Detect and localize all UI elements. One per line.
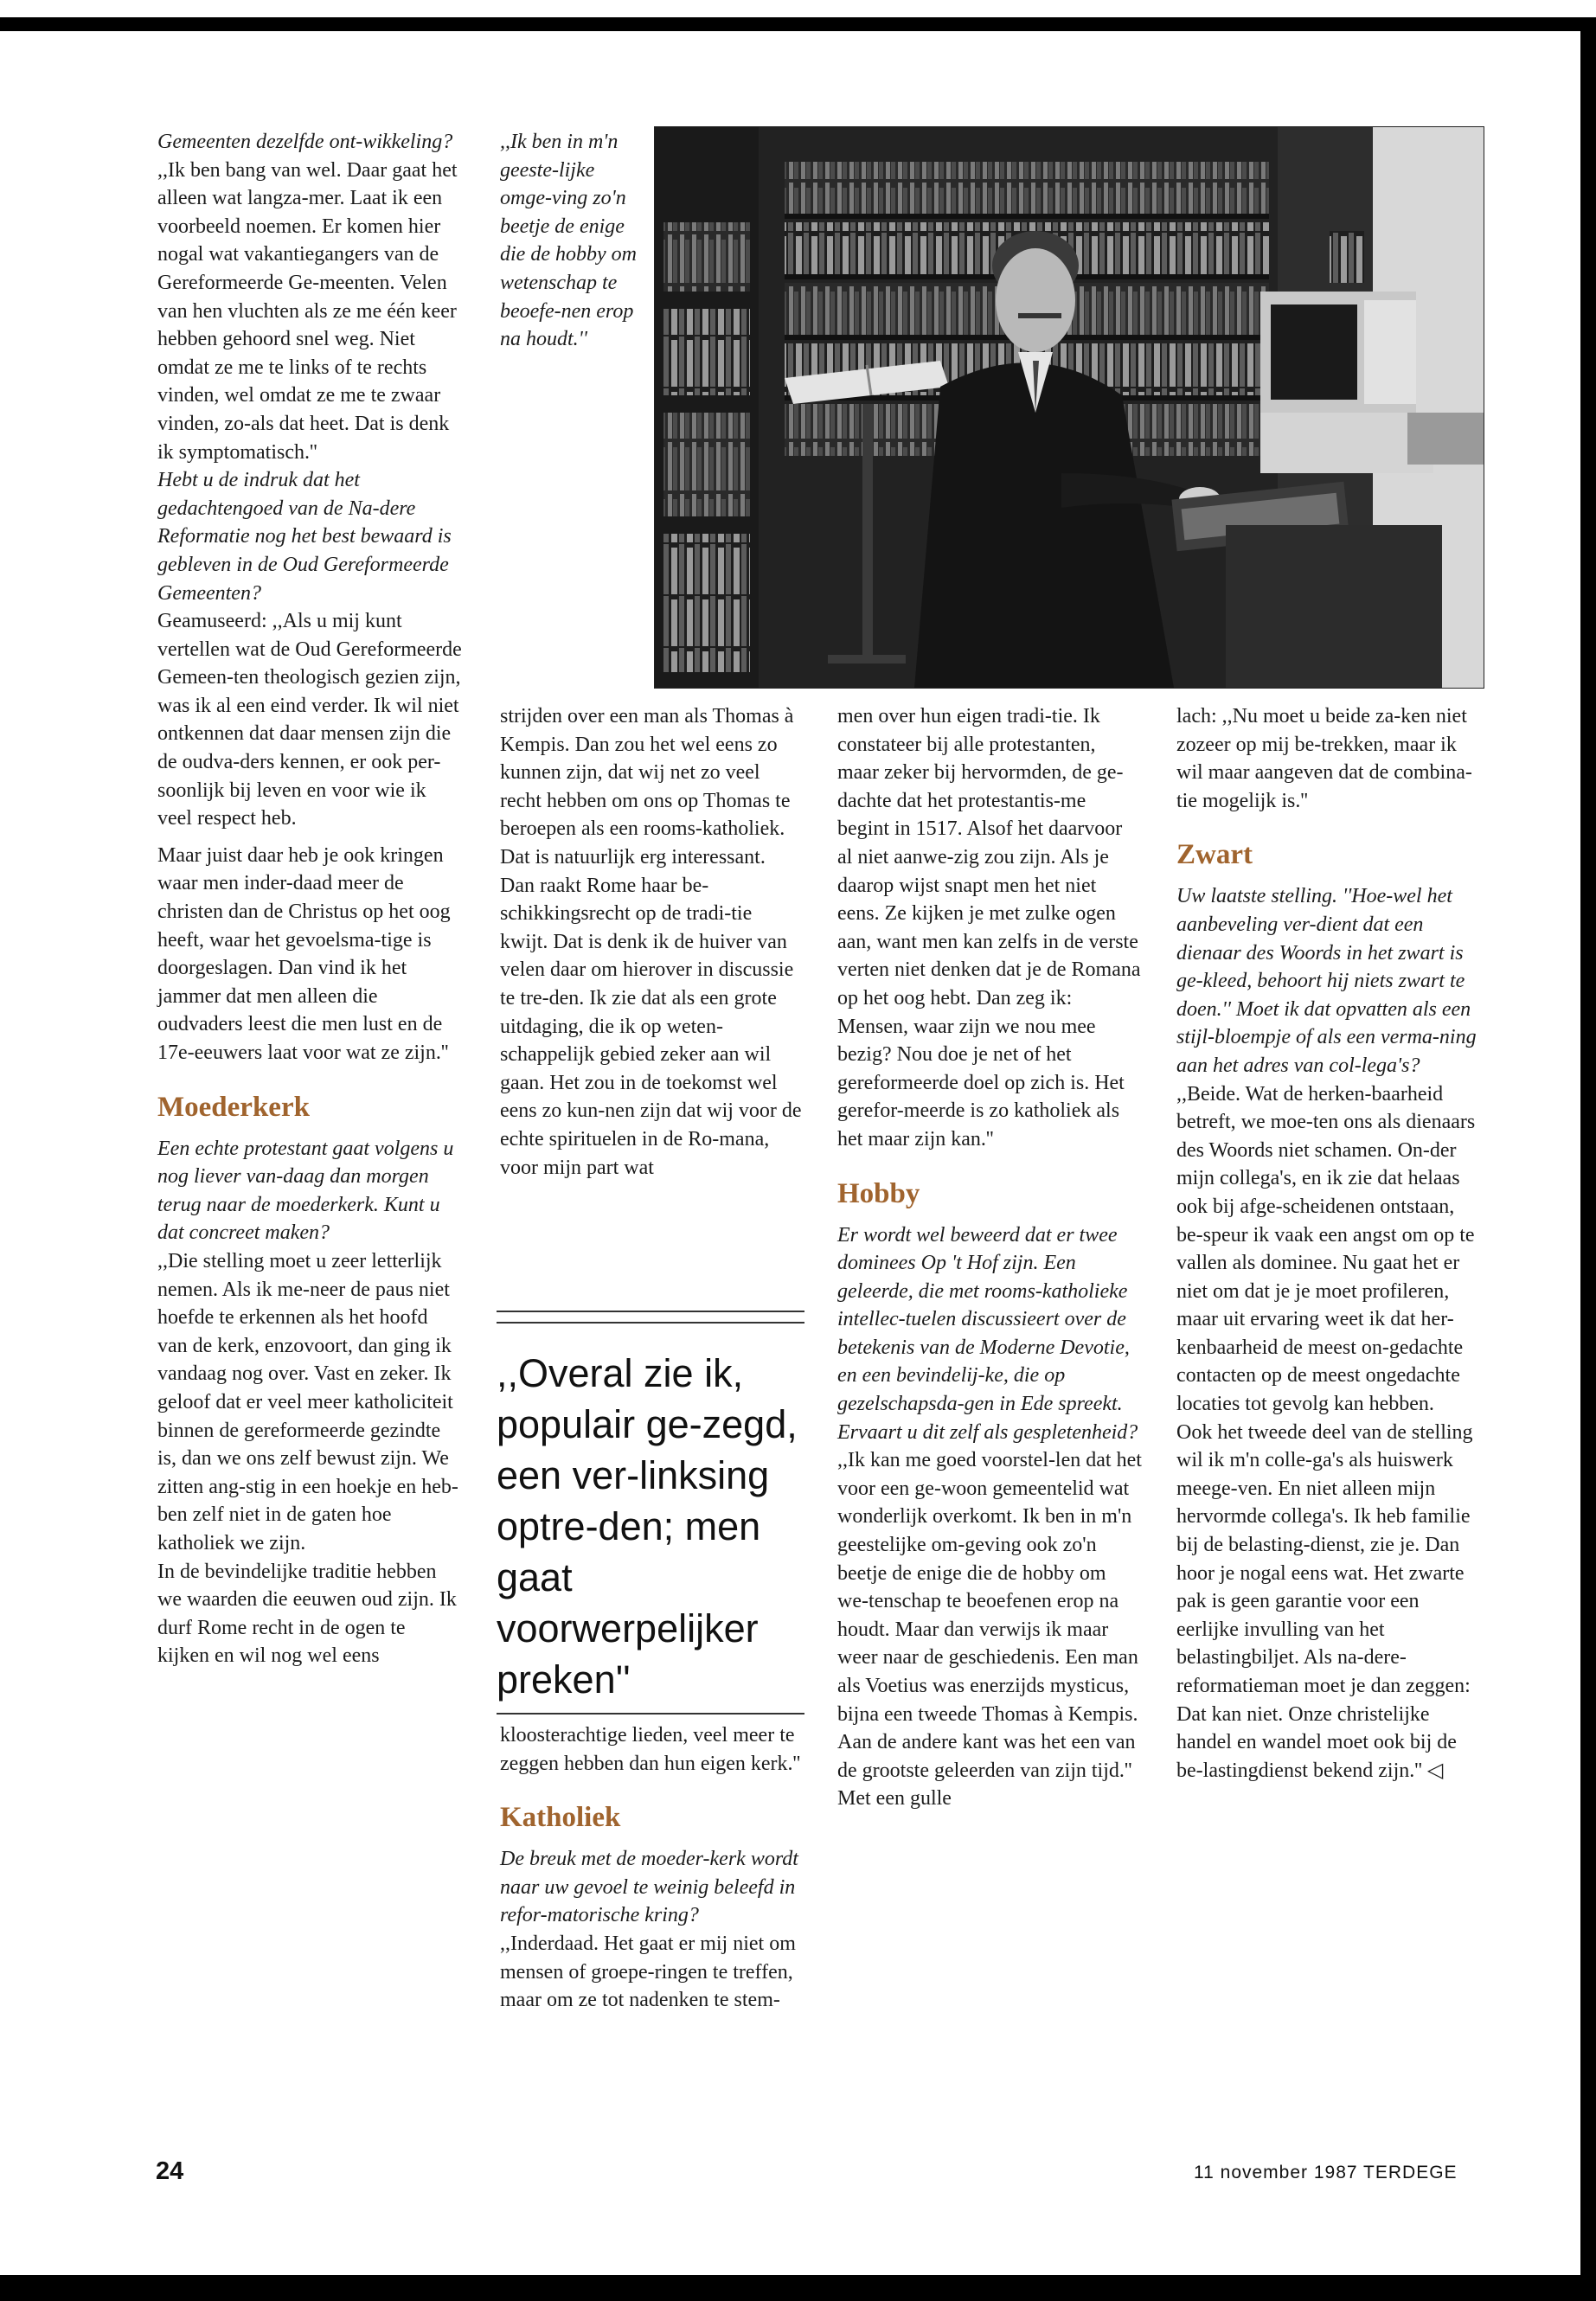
- column-2-lower: [500, 1721, 804, 2015]
- question-text: De breuk met de moeder-kerk wordt naar uw gevoel te weinig beleefd in refor-matorische kring?: [500, 1848, 798, 1927]
- section-heading-zwart: Zwart: [1176, 839, 1253, 871]
- question-text: Een echte protestant gaat volgens u nog liever van-daag dan morgen terug naar de moederkerk. Kunt u dat concreet maken?: [157, 1137, 454, 1245]
- photo-scholar-at-computer: [654, 126, 1484, 689]
- body-paragraph: kloosterachtige lieden, veel meer te zeggen hebben dan hun eigen kerk.'': [500, 1724, 801, 1775]
- body-paragraph: Maar juist daar heb je ook kringen waar men inder-daad meer de christen dan de Christus op het oog heeft, waar het gevoelsma-tige is doorgeslagen. Dan vind ik het jammer dat men alleen die oudvaders leest die men lust en de 17e-eeuwers laat voor wat ze zijn.'': [157, 843, 451, 1064]
- column-4: [1176, 702, 1481, 1785]
- answer-text: ,,Ik kan me goed voorstel-len dat het voor een ge-woon gemeentelid wat wonderlijk overkomt. Ik ben in m'n geestelijke om-geving ook zo'n beetje de enige die de hobby om we-tenschap te beoefenen erop na houdt. Maar dan verwijs ik maar weer naar de geschiedenis. Een man als Voetius was enerzijds mysticus, bijna een tweede Thomas à Kempis. Aan de andere kant was het een van de grootste geleerden van zijn tijd.'' Met een gulle: [837, 1449, 1142, 1811]
- column-1: [157, 128, 462, 1670]
- photo-caption: [500, 128, 638, 354]
- body-paragraph: men over hun eigen tradi-tie. Ik constateer bij alle protestanten, maar zeker bij hervormden, de ge-dachte dat het protestantis-me begint in 1517. Alsof het daarvoor al niet aanwe-zig zou zijn. Als je daarop wijst snapt men het niet eens. Ze kijken je met zulke ogen aan, want men kan zelfs in de verste verten niet denken dat je de Romana op het oog hebt. Dan zeg ik: Mensen, waar zijn we nou mee bezig? Nou doe je net of het gereformeerde doel op zich is. Het gerefor-meerde is zo katholiek als het maar zijn kan.'': [837, 705, 1141, 1150]
- column-3: [837, 702, 1142, 1813]
- body-paragraph: strijden over een man als Thomas à Kempis. Dan zou het wel eens zo kunnen zijn, dat wij net zo veel recht hebben om ons op Thomas te beroepen als een rooms-katholiek. Dat is natuurlijk erg interessant. Dan raakt Rome haar be-schikkingsrecht op de tradi-tie kwijt. Dat is denk ik de huiver van velen daar om hierover in discussie te tre-den. Ik zie dat als een grote uitdaging, die ik op weten-schappelijk gebied zeker aan wil gaan. Het zou in de toekomst wel eens zo kun-nen zijn dat wij voor de echte spirituelen in de Ro-mana, voor mijn part wat: [500, 705, 802, 1179]
- photo-illustration: [655, 127, 1484, 688]
- pullquote: [497, 1322, 804, 1705]
- pullquote-rule-top: [497, 1311, 804, 1312]
- body-paragraph: Ook het tweede deel van de stelling wil ik m'n colle-ga's als huiswerk meege-ven. En niet alleen mijn hervormde collega's. Ik heb familie bij de belasting-dienst, zie je. Dan hoor je nogal eens wat. Het zwarte pak is geen garantie voor een eerlijke invulling van het belastingbiljet. Als na-dere-reformatieman moet je dan zeggen: Dat kan niet. Onze christelijke handel en wandel moet ook bij de be-lastingdienst bekend zijn.'' ◁: [1176, 1420, 1473, 1782]
- right-frame-rule: [1580, 17, 1596, 2275]
- answer-text: Geamuseerd: ,,Als u mij kunt vertellen wat de Oud Gereformeerde Gemeen-ten theologisch gezien zijn, was ik al een eind verder. Ik wil niet ontkennen dat daar mensen zijn die de oudva-ders kennen, er ook per-soonlijk bij leven en voor wie ik veel respect heb.: [157, 610, 462, 830]
- answer-text: ,,Beide. Wat de herken-baarheid betreft, we moe-ten ons als dienaars des Woords niet schamen. On-der mijn collega's, en ik zie dat helaas ook bij afge-scheidenen ontstaan, be-speur ik vaak een angst om op te vallen als dominee. Nu gaat het er niet om dat je je moet profileren, maar uit ervaring weet ik dat her-kenbaarheid de meest on-gedachte contacten op de meest ongedachte locaties tot gevolg kan hebben.: [1176, 1082, 1476, 1416]
- pullquote-rule-bottom: [497, 1713, 804, 1715]
- bottom-frame-rule: [0, 2275, 1596, 2301]
- issue-date: 11 november 1987 TERDEGE: [1194, 2163, 1458, 2182]
- question-text: Gemeenten dezelfde ont-wikkeling?: [157, 131, 453, 153]
- section-heading-moederkerk: Moederkerk: [157, 1091, 310, 1123]
- top-frame-rule: [0, 17, 1596, 31]
- body-paragraph: In de bevindelijke traditie hebben we waarden die eeuwen oud zijn. Ik durf Rome recht in de ogen te kijken en wil nog wel eens: [157, 1560, 457, 1668]
- pullquote-text: ,,Overal zie ik, populair ge-zegd, een ver-linksing optre-den; men gaat voorwerpelijker preken'': [497, 1351, 798, 1702]
- answer-text: ,,Inderdaad. Het gaat er mij niet om mensen of groepe-ringen te treffen, maar om ze tot nadenken te stem-: [500, 1932, 796, 2012]
- section-heading-katholiek: Katholiek: [500, 1802, 621, 1834]
- page-number: 24: [156, 2157, 184, 2185]
- body-paragraph: lach: ,,Nu moet u beide za-ken niet zozeer op mij be-trekken, maar ik wil maar aangeven dat de combina-tie mogelijk is.'': [1176, 705, 1472, 812]
- column-2: [500, 702, 804, 1182]
- question-text: Er wordt wel beweerd dat er twee dominees Op 't Hof zijn. Een geleerde, die met rooms-katholieke intellec-tuelen discussieert over de betekenis van de Moderne Devotie, en een bevindelij-ke, die op gezelschapsda-gen in Ede spreekt. Ervaart u dit zelf als gespletenheid?: [837, 1223, 1138, 1444]
- answer-text: ,,Die stelling moet u zeer letterlijk nemen. Als ik me-neer de paus niet hoefde te erkennen als het hoofd van de kerk, enzovoort, dan ging ik vandaag nog over. Vast en zeker. Ik geloof dat er veel meer katholiciteit binnen de gereformeerde gezindte is, dan we ons zelf bewust zijn. We zitten ang-stig in een hoekje en heb-ben zelf niet in de gaten hoe katholiek we zijn.: [157, 1249, 458, 1554]
- answer-text: ,,Ik ben bang van wel. Daar gaat het alleen wat langza-mer. Laat ik een voorbeeld noemen. Er komen hier nogal wat vakantiegangers van de Gereformeerde Ge-meenten. Velen van hen vluchten als ze me één keer hebben gehoord snel weg. Niet omdat ze me te links of te rechts vinden, wel omdat ze me te zwaar vinden, zo-als dat heet. Dat is denk ik symptomatisch.'': [157, 158, 458, 464]
- section-heading-hobby: Hobby: [837, 1177, 920, 1209]
- question-text: Hebt u de indruk dat het gedachtengoed van de Na-dere Reformatie nog het best bewaard is gebleven in de Oud Gereformeerde Gemeenten?: [157, 469, 452, 605]
- caption-text: ,,Ik ben in m'n geeste-lijke omge-ving zo'n beetje de enige die de hobby om wetenschap te beoefe-nen erop na houdt.'': [500, 131, 637, 351]
- question-text: Uw laatste stelling. ''Hoe-wel het aanbeveling ver-dient dat een dienaar des Woords in het zwart is ge-kleed, behoort hij niets zwart te doen.'' Moet ik dat opvatten als een stijl-bloempje of als een verma-ning aan het adres van col-lega's?: [1176, 885, 1477, 1077]
